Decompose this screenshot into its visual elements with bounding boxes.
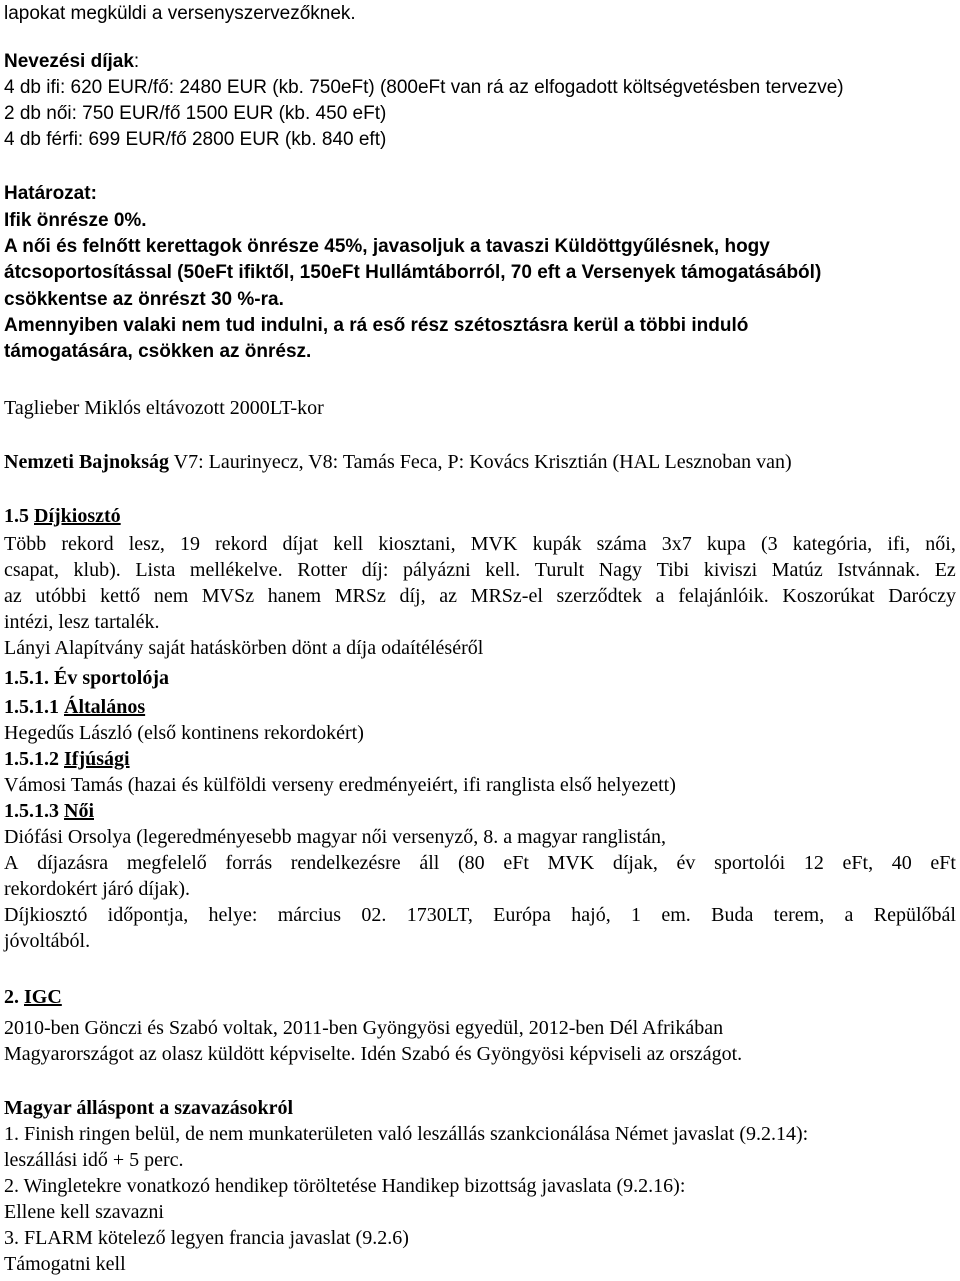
word: lesz, [128,533,165,555]
word: 40 [891,852,912,874]
word: pályázni [402,559,471,581]
word: ifi, [887,533,911,555]
ceremony-line [4,903,956,927]
word: MRSz-el [470,585,543,607]
word: A [4,852,19,874]
decision-line: támogatására, csökken az önrész. [4,341,312,362]
word: MVK [470,533,518,555]
word: nem [153,585,189,607]
decision-line: csökkentse az önrészt 30 %-ra. [4,289,284,310]
fees-heading-colon: : [133,51,140,72]
word: kupák [532,533,582,555]
word: sportolói [714,852,786,874]
word: eFt, [842,852,874,874]
word: a [655,585,665,607]
fees-heading-label: Nevezési díjak [4,51,134,72]
word: MVK [547,852,595,874]
igc-line: Magyarországot az olasz küldött képviselte. Idén Szabó és Gyöngyösi képviseli az országot. [4,1043,743,1065]
awards-title: Díjkiosztó [34,505,121,527]
fee-line: 2 db női: 750 EUR/fő 1500 EUR (kb. 450 eFt) [4,103,387,124]
year-athlete-heading [4,666,169,690]
word: helye: [208,904,258,926]
national-text: V7: Laurinyecz, V8: Tamás Feca, P: Kovács Krisztián (HAL Lesznoban van) [168,451,792,473]
word: MVSz [201,585,255,607]
word: díj, [399,585,426,607]
fee-line: 4 db ifi: 620 EUR/fő: 2480 EUR (kb. 750eFt) (800eFt van rá az elfogadott költségvetésben tervezve) [4,77,844,98]
igc-heading [4,985,62,1009]
youth-heading [4,747,130,771]
votes-heading: Magyar álláspont a szavazásokról [4,1097,294,1119]
word: díj: [361,559,389,581]
decision-line: Amennyiben valaki nem tud indulni, a rá eső rész szétosztásra kerül a többi induló [4,315,749,336]
awards-paragraph-line [4,532,956,556]
igc-line: 2010-ben Gönczi és Szabó voltak, 2011-ben Gyöngyösi egyedül, 2012-ben Dél Afrikában [4,1017,724,1039]
fees-heading [4,50,139,74]
word: hanem [267,585,322,607]
ceremony-line: jóvoltából. [4,930,91,952]
word: Ez [934,559,956,581]
word: Turult [534,559,585,581]
word: em. [661,904,691,926]
word: Buda [711,904,754,926]
word: klub). [73,559,121,581]
word: Daróczy [888,585,956,607]
word: rekord [215,533,268,555]
decision-line: Ifik önrésze 0%. [4,210,147,231]
word: Nagy [598,559,643,581]
word: kell. [485,559,521,581]
word: Matúz [771,559,823,581]
funding-line [4,851,956,875]
word: Tibi [656,559,690,581]
word: időpontja, [107,904,189,926]
word: Repülőbál [873,904,956,926]
word: megfelelő [126,852,207,874]
word: terem, [773,904,825,926]
word: 19 [179,533,200,555]
women-text: Diófási Orsolya (legeredményesebb magyar női versenyző, 8. a magyar ranglistán, [4,826,666,848]
word: (80 [458,852,485,874]
word: felajánlóik. [678,585,769,607]
vote-line: 3. FLARM kötelező legyen francia javaslat (9.2.6) [4,1227,409,1249]
women-number: 1.5.1.3 [4,800,59,822]
national-championship [4,450,792,474]
general-title: Általános [64,696,146,718]
word: Koszorúkat [782,585,875,607]
word: 12 [803,852,824,874]
word: 1 [631,904,642,926]
youth-number: 1.5.1.2 [4,748,59,770]
decision-line: A női és felnőtt kerettagok önrésze 45%, javasoljuk a tavaszi Küldöttgyűlésnek, hogy [4,236,770,257]
year-athlete-title: Év sportolója [54,667,169,689]
word: rendelkezésre [290,852,401,874]
vote-line: leszállási idő + 5 perc. [4,1149,184,1171]
word: Európa [493,904,551,926]
word: Több [4,533,47,555]
word: hajó, [571,904,611,926]
word: kettő [100,585,141,607]
word: Istvánnak. [837,559,921,581]
lanyi-foundation-line: Lányi Alapítvány saját hatáskörben dönt a díja odaítéléséről [4,637,484,659]
word: kiosztani, [378,533,456,555]
word: 3x7 [661,533,692,555]
word: kiviszi [703,559,758,581]
word: női, [925,533,956,555]
word: utóbbi [35,585,87,607]
word: csapat, [4,559,59,581]
general-number: 1.5.1.1 [4,696,59,718]
word: eFt [930,852,956,874]
word: kategória, [792,533,873,555]
word: március [277,904,342,926]
women-title: Női [64,800,94,822]
word: díjazásra [37,852,109,874]
word: az [4,585,22,607]
national-label: Nemzeti Bajnokság [4,451,169,473]
igc-title: IGC [24,986,62,1008]
general-heading [4,695,145,719]
youth-text: Vámosi Tamás (hazai és külföldi verseny eredményeiért, ifi ranglista első helyezett) [4,774,676,796]
women-heading [4,799,94,823]
general-text: Hegedűs László (első kontinens rekordokért) [4,722,364,744]
intro-line: lapokat megküldi a versenyszervezőknek. [4,3,356,24]
word: kupa [706,533,746,555]
awards-heading [4,504,121,528]
igc-number: 2. [4,986,19,1008]
word: díjak, [612,852,658,874]
word: Lista [135,559,176,581]
awards-paragraph-line [4,584,956,608]
word: mellékelve. [189,559,283,581]
fee-line: 4 db férfi: 699 EUR/fő 2800 EUR (kb. 840 eft) [4,129,387,150]
vote-line: Ellene kell szavazni [4,1201,164,1223]
departure-note: Taglieber Miklós eltávozott 2000LT-kor [4,397,324,419]
word: kell [333,533,364,555]
word: szerződtek [556,585,643,607]
word: 1730LT, [406,904,473,926]
word: díjat [282,533,319,555]
vote-line: 2. Wingletekre vonatkozó hendikep töröltetése Handikep bizottság javaslata (9.2.16): [4,1175,686,1197]
year-athlete-number: 1.5.1. [4,667,49,689]
funding-line: rekordokért járó díjak). [4,878,191,900]
word: 02. [361,904,387,926]
word: forrás [225,852,273,874]
decision-line: átcsoportosítással (50eFt ifiktől, 150eFt Hullámtáborról, 70 eft a Versenyek támogatásából) [4,262,822,283]
word: a [844,904,854,926]
vote-line: 1. Finish ringen belül, de nem munkaterületen való leszállás szankcionálása Német javaslat (9.2.14): [4,1123,809,1145]
word: MRSz [334,585,386,607]
awards-number: 1.5 [4,505,29,527]
word: eFt [503,852,529,874]
word: rekord [61,533,114,555]
word: áll [419,852,440,874]
word: az [439,585,458,607]
word: év [676,852,696,874]
word: (3 [760,533,778,555]
word: száma [596,533,647,555]
awards-paragraph-line: intézi, lesz tartalék. [4,611,160,633]
word: Díjkiosztó [4,904,88,926]
youth-title: Ifjúsági [64,748,130,770]
decision-heading: Határozat: [4,183,97,204]
awards-paragraph-line [4,558,956,582]
word: Rotter [297,559,348,581]
vote-line: Támogatni kell [4,1253,126,1275]
